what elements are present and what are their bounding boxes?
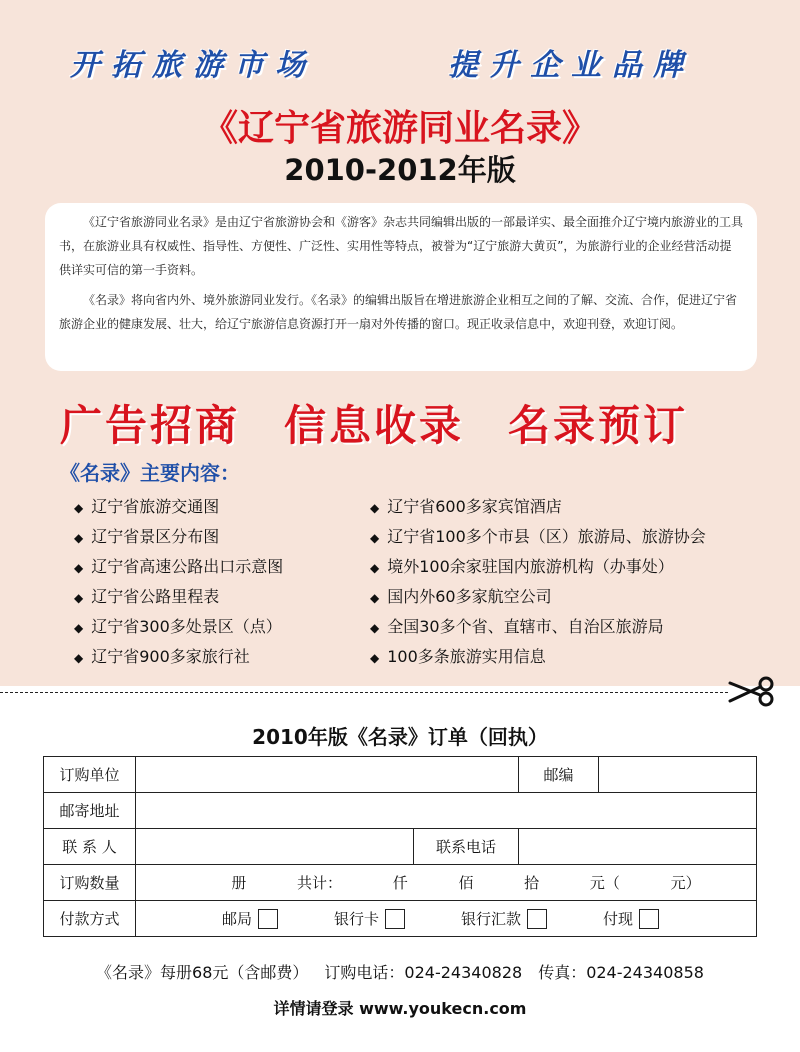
list-item <box>370 522 706 552</box>
list-item <box>370 492 706 522</box>
list-item <box>74 552 283 582</box>
table-row <box>44 901 757 937</box>
list-item-text: 辽宁省600多家宾馆酒店 <box>387 497 562 516</box>
list-item <box>74 612 283 642</box>
diamond-bullet-icon: ◆ <box>370 501 380 515</box>
contents-heading: 《名录》主要内容： <box>60 461 240 485</box>
list-item <box>74 522 283 552</box>
contents-list-right <box>370 492 706 672</box>
qty-unit-books: 册 <box>231 874 247 892</box>
postcode-label: 邮编 <box>519 757 599 793</box>
slogan-left: 开拓旅游市场 <box>70 48 316 83</box>
list-item-text: 境外100余家驻国内旅游机构（办事处） <box>387 557 674 576</box>
contact-label: 联 系 人 <box>44 829 136 865</box>
payment-label: 付款方式 <box>44 901 136 937</box>
diamond-bullet-icon: ◆ <box>370 621 380 635</box>
diamond-bullet-icon: ◆ <box>370 561 380 575</box>
diamond-bullet-icon: ◆ <box>74 621 84 635</box>
qty-yuan-close: 元） <box>670 874 701 892</box>
slogan-right: 提升企业品牌 <box>448 48 694 83</box>
price-line <box>0 960 800 983</box>
list-item-text: 100多条旅游实用信息 <box>387 647 546 666</box>
qty-thousands: 仟 <box>392 874 408 892</box>
payment-option-cash[interactable] <box>603 908 659 929</box>
org-label: 订购单位 <box>44 757 136 793</box>
checkbox-post[interactable] <box>258 909 278 929</box>
org-field[interactable] <box>136 757 519 793</box>
list-item <box>74 642 283 672</box>
order-form-title: 2010年版《名录》订单（回执） <box>252 725 548 749</box>
checkbox-cash[interactable] <box>639 909 659 929</box>
payment-option-bankcard[interactable] <box>334 908 405 929</box>
slogan-preorder: 名录预订 <box>508 401 689 450</box>
intro-paragraph-1: 《辽宁省旅游同业名录》是由辽宁省旅游协会和《游客》杂志共同编辑出版的一部最详实、最全面推介辽宁境内旅游业的工具书，在旅游业具有权威性、指导性、方便性、广泛性、实用性等特点，被誉为“辽宁旅游大黄页”，为旅游行业的企业经营活动提供详实可信的第一手资料。 <box>59 215 744 277</box>
list-item-text: 国内外60多家航空公司 <box>387 587 552 606</box>
cut-line <box>0 692 728 693</box>
diamond-bullet-icon: ◆ <box>74 591 84 605</box>
list-item-text: 辽宁省900多家旅行社 <box>91 647 250 666</box>
big-slogans <box>60 393 760 453</box>
table-row <box>44 757 757 793</box>
quantity-label: 订购数量 <box>44 865 136 901</box>
qty-tens: 拾 <box>524 874 540 892</box>
diamond-bullet-icon: ◆ <box>74 651 84 665</box>
payment-option-label: 银行卡 <box>334 910 380 928</box>
payment-option-label: 付现 <box>603 910 634 928</box>
list-item <box>370 552 706 582</box>
list-item <box>370 642 706 672</box>
list-item <box>74 582 283 612</box>
postcode-field[interactable] <box>599 757 757 793</box>
edition-label: 2010-2012年版 <box>284 153 516 187</box>
list-item <box>370 612 706 642</box>
checkbox-transfer[interactable] <box>527 909 547 929</box>
list-item-text: 辽宁省公路里程表 <box>91 587 220 606</box>
list-item-text: 全国30多个省、直辖市、自治区旅游局 <box>387 617 664 636</box>
table-row <box>44 865 757 901</box>
checkbox-bankcard[interactable] <box>385 909 405 929</box>
contact-field[interactable] <box>136 829 414 865</box>
scissors-icon <box>728 673 776 711</box>
slogan-info-collection: 信息收录 <box>284 401 465 450</box>
page-title: 《辽宁省旅游同业名录》 <box>201 108 598 149</box>
order-form <box>43 756 757 937</box>
phone-label: 联系电话 <box>414 829 519 865</box>
list-item <box>74 492 283 522</box>
list-item-text: 辽宁省景区分布图 <box>91 527 220 546</box>
list-item-text: 辽宁省旅游交通图 <box>91 497 220 516</box>
contents-list-left <box>74 492 283 672</box>
diamond-bullet-icon: ◆ <box>370 651 380 665</box>
diamond-bullet-icon: ◆ <box>370 531 380 545</box>
diamond-bullet-icon: ◆ <box>74 561 84 575</box>
intro-paragraph-2: 《名录》将向省内外、境外旅游同业发行。《名录》的编辑出版旨在增进旅游企业相互之间的了解、交流、合作，促进辽宁省旅游企业的健康发展、壮大，给辽宁旅游信息资源打开一扇对外传播的窗口。现正收录信息中，欢迎刊登，欢迎订阅。 <box>59 293 738 331</box>
list-item-text: 辽宁省100多个市县（区）旅游局、旅游协会 <box>387 527 706 546</box>
diamond-bullet-icon: ◆ <box>74 531 84 545</box>
qty-total-label: 共计： <box>297 874 343 892</box>
payment-option-label: 银行汇款 <box>461 910 522 928</box>
intro-box <box>45 203 757 371</box>
payment-option-label: 邮局 <box>222 910 253 928</box>
diamond-bullet-icon: ◆ <box>74 501 84 515</box>
quantity-field[interactable] <box>136 865 757 901</box>
qty-hundreds: 佰 <box>458 874 474 892</box>
diamond-bullet-icon: ◆ <box>370 591 380 605</box>
payment-options <box>136 901 757 937</box>
address-field[interactable] <box>136 793 757 829</box>
list-item <box>370 582 706 612</box>
qty-yuan: 元（ <box>589 874 620 892</box>
table-row <box>44 793 757 829</box>
fax-text: 传真：024-24340858 <box>538 963 704 982</box>
table-row <box>44 829 757 865</box>
phone-field[interactable] <box>519 829 757 865</box>
price-text: 《名录》每册68元（含邮费） <box>96 963 309 982</box>
list-item-text: 辽宁省高速公路出口示意图 <box>91 557 284 576</box>
slogan-advertising: 广告招商 <box>60 401 241 450</box>
order-phone-text: 订购电话：024-24340828 <box>324 963 523 982</box>
list-item-text: 辽宁省300多处景区（点） <box>91 617 282 636</box>
payment-option-transfer[interactable] <box>461 908 547 929</box>
payment-option-post[interactable] <box>222 908 278 929</box>
website-link[interactable]: 详情请登录 www.youkecn.com <box>273 999 527 1018</box>
address-label: 邮寄地址 <box>44 793 136 829</box>
